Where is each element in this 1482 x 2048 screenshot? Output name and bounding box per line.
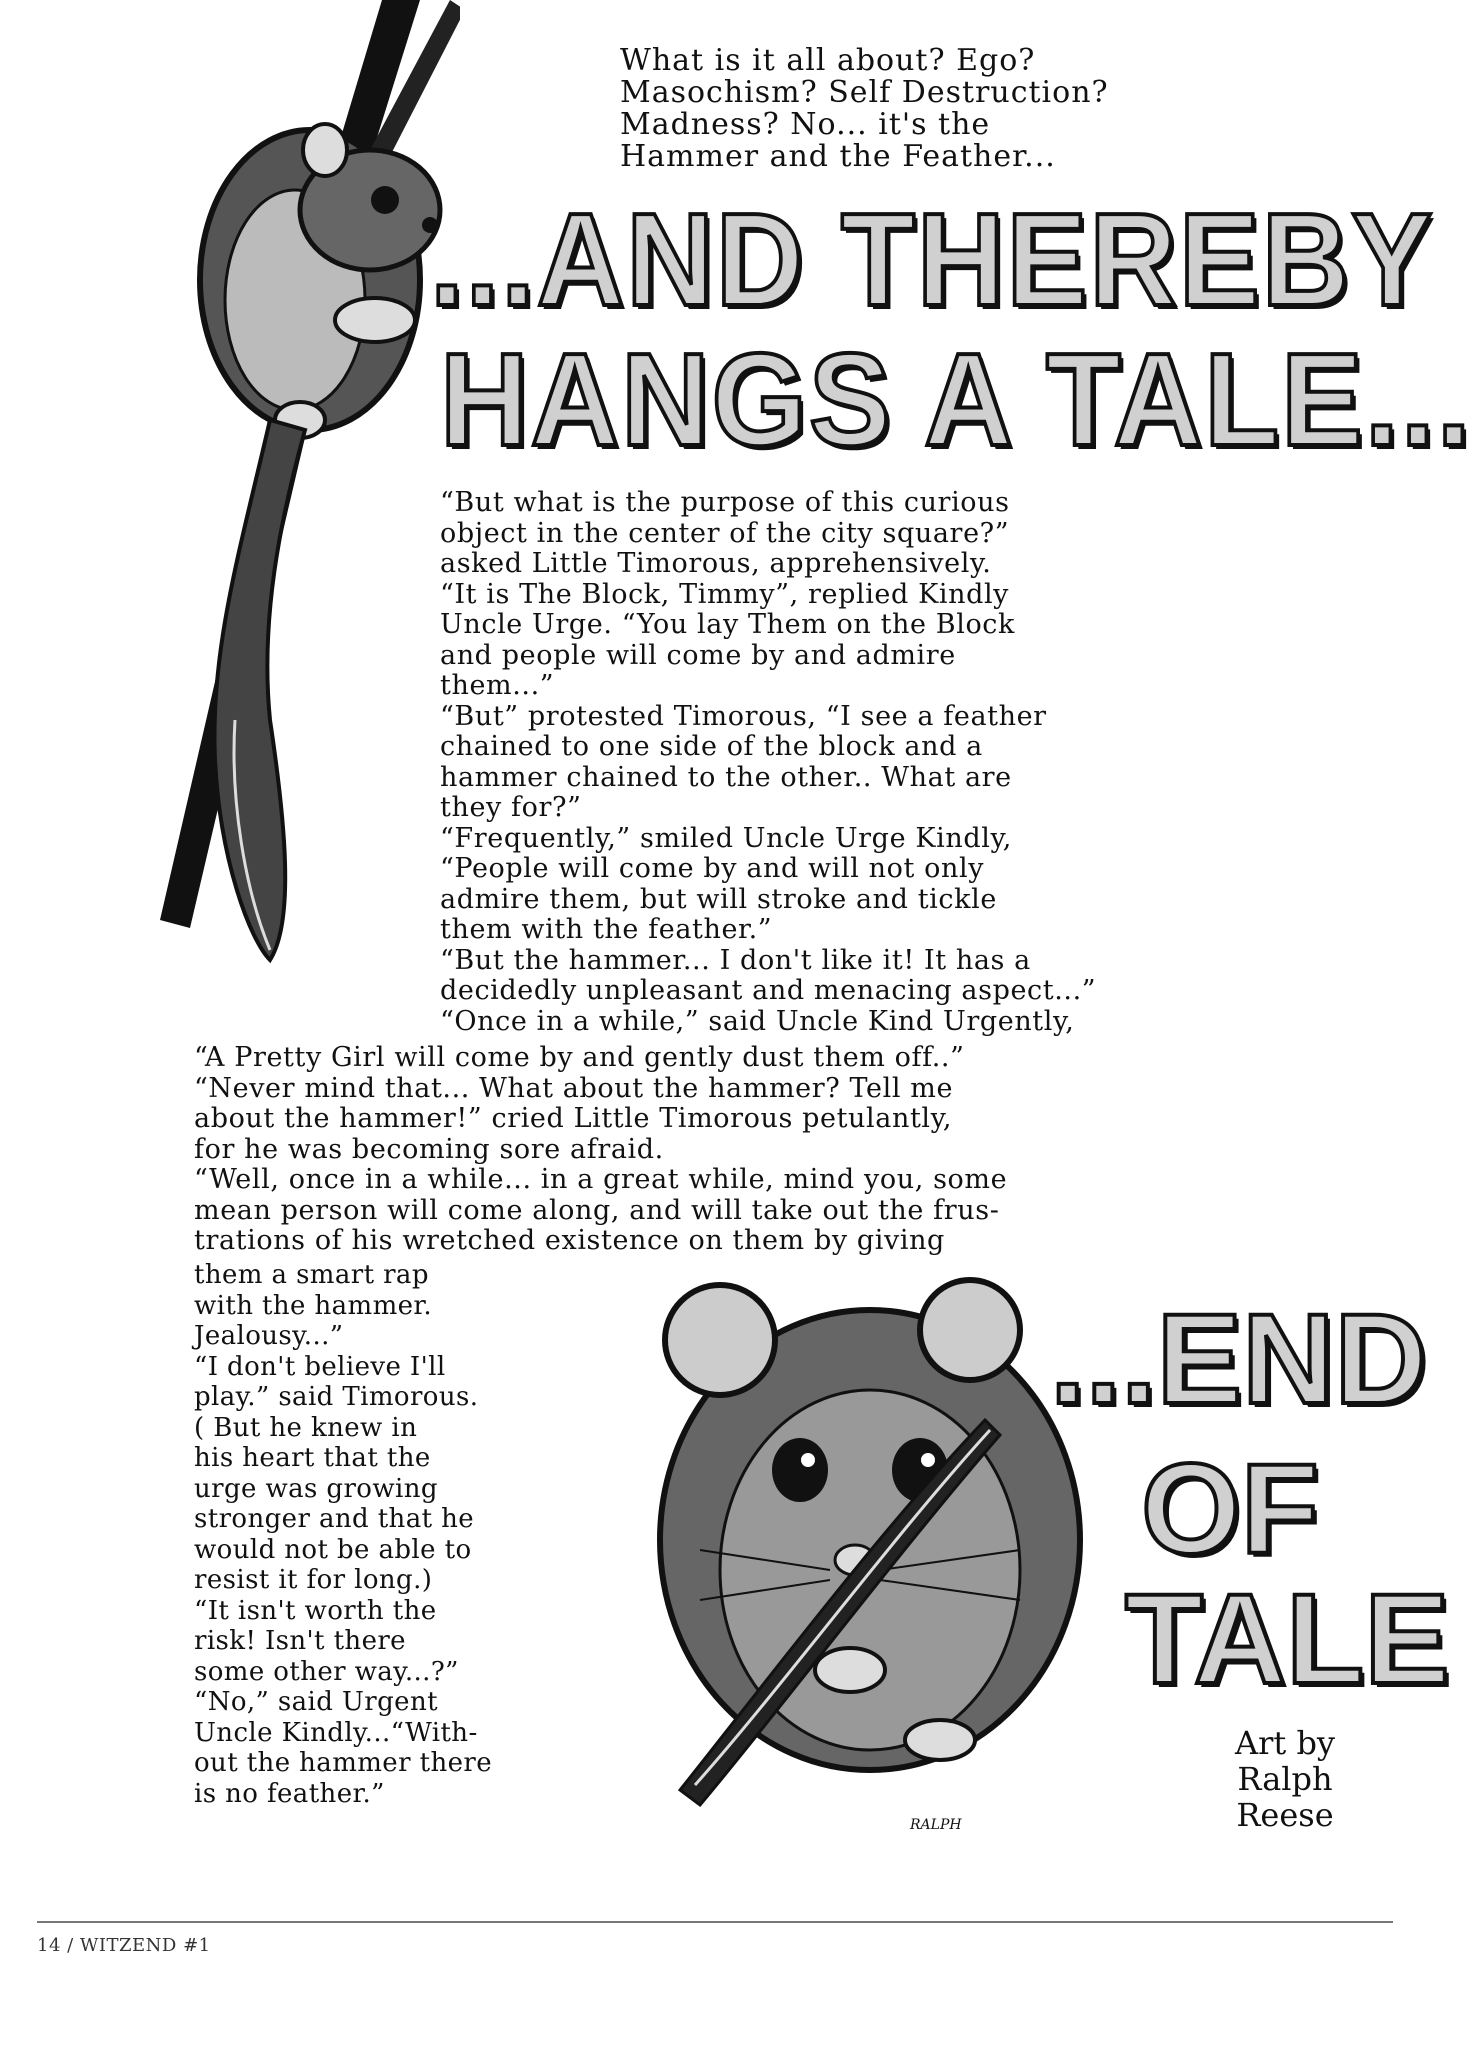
story-line: mean person will come along, and will take out the frus-	[194, 1194, 1000, 1226]
story-line: for he was becoming sore afraid.	[194, 1133, 664, 1165]
story-line: hammer chained to the other.. What are	[440, 761, 1012, 793]
story-line: out the hammer there	[194, 1748, 492, 1778]
story-line: asked Little Timorous, apprehensively.	[440, 548, 992, 579]
story-line: stronger and that he	[194, 1504, 475, 1534]
art-credit	[1200, 1725, 1370, 1833]
story-line: “I don't believe I'll	[194, 1351, 446, 1382]
story-line: “But what is the purpose of this curious	[440, 487, 1010, 518]
main-title-line-2: HANGS A TALE...	[440, 326, 1473, 473]
story-line: “But the hammer... I don't like it! It has a	[440, 944, 1031, 976]
story-line: object in the center of the city square?”	[440, 517, 1010, 549]
story-line: some other way...?”	[194, 1656, 459, 1687]
mouse-with-feather-illustration	[640, 1270, 1100, 1810]
credit-line: Reese	[1236, 1796, 1334, 1834]
story-line: would not be able to	[194, 1534, 472, 1565]
story-line: “Once in a while,” said Uncle Kind Urgently,	[440, 1005, 1075, 1037]
main-title-line-1: ...AND THEREBY	[430, 186, 1435, 333]
story-line: Jealousy...”	[194, 1321, 344, 1351]
dormouse-illustration	[120, 0, 460, 1000]
story-line: about the hammer!” cried Little Timorous petulantly,	[194, 1103, 953, 1134]
story-line: is no feather.”	[194, 1778, 385, 1809]
footer-divider	[37, 1921, 1393, 1923]
story-line: “Frequently,” smiled Uncle Urge Kindly,	[440, 822, 1012, 854]
story-line: Uncle Urge. “You lay Them on the Block	[440, 609, 1015, 640]
story-line: with the hammer.	[194, 1290, 433, 1321]
story-line: they for?”	[440, 792, 582, 823]
credit-line: Art by	[1235, 1724, 1335, 1762]
intro-text	[620, 45, 1260, 173]
story-left-column	[194, 1260, 614, 1809]
story-line: admire them, but will stroke and tickle	[440, 883, 997, 915]
story-line: “But” protested Timorous, “I see a feather	[440, 700, 1047, 732]
credit-line: Ralph	[1237, 1760, 1333, 1798]
story-line: Uncle Kindly...“With-	[194, 1717, 478, 1748]
intro-line: What is it all about? Ego?	[620, 43, 1036, 78]
intro-line: Hammer and the Feather...	[620, 139, 1056, 174]
story-line: “Well, once in a while... in a great while, mind you, some	[194, 1164, 1008, 1195]
story-line: “It isn't worth the	[194, 1595, 437, 1626]
story-line: them...”	[440, 670, 555, 701]
end-title-line-1: ...END	[1050, 1288, 1427, 1431]
story-line: ( But he knew in	[194, 1412, 418, 1443]
story-line: and people will come by and admire	[440, 639, 956, 671]
story-line: trations of his wretched existence on them by giving	[194, 1225, 945, 1256]
story-line: “No,” said Urgent	[194, 1687, 438, 1717]
story-line: risk! Isn't there	[194, 1626, 406, 1656]
artist-signature: RALPH	[910, 1817, 962, 1833]
story-line: them with the feather.”	[440, 914, 773, 945]
story-line: play.” said Timorous.	[194, 1382, 479, 1412]
story-line: resist it for long.)	[194, 1565, 433, 1595]
story-line: “People will come by and will not only	[440, 853, 985, 884]
story-line: “Never mind that... What about the hammer? Tell me	[194, 1072, 954, 1104]
end-title-line-3: TALE	[1125, 1568, 1450, 1711]
intro-line: Madness? No... it's the	[620, 107, 991, 142]
page-number-label: 14 / WITZEND #1	[37, 1935, 211, 1956]
story-line: “A Pretty Girl will come by and gently dust them off..”	[194, 1042, 965, 1073]
intro-line: Masochism? Self Destruction?	[620, 75, 1109, 110]
story-line: urge was growing	[194, 1473, 438, 1504]
end-title-line-2: OF	[1141, 1438, 1319, 1581]
story-line: them a smart rap	[194, 1260, 429, 1290]
story-line: chained to one side of the block and a	[440, 731, 983, 762]
story-line: “It is The Block, Timmy”, replied Kindly	[440, 578, 1010, 610]
story-line: decidedly unpleasant and menacing aspect...”	[440, 975, 1097, 1006]
story-line: his heart that the	[194, 1443, 431, 1473]
story-right-column	[440, 488, 1270, 1037]
story-full-width	[194, 1043, 1270, 1257]
